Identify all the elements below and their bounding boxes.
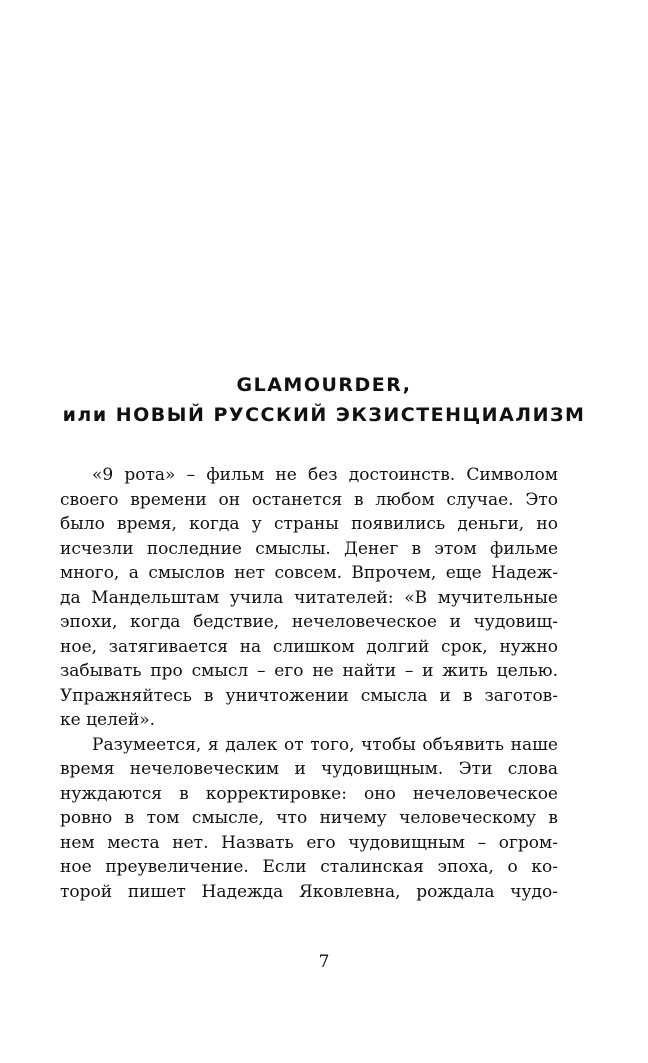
text-line: ровно в том смысле, что ничему человеческому в: [60, 808, 558, 828]
text-line: «9 рота» – фильм не без достоинств. Символом: [92, 465, 558, 485]
text-line: нуждаются в корректировке: оно нечеловеческое: [60, 783, 558, 804]
text-line: забывать про смысл – его не найти – и жить целью.: [60, 661, 558, 681]
text-line: Разумеется, я далек от того, чтобы объявить наше: [92, 734, 558, 755]
chapter-title: [60, 370, 588, 430]
text-line: торой пишет Надежда Яковлевна, рождала чудо-: [60, 881, 558, 902]
text-line: ное, затягивается на слишком долгий срок, нужно: [60, 636, 558, 657]
text-line: много, а смыслов нет совсем. Впрочем, еще Надеж-: [60, 563, 558, 583]
paragraph-2: [60, 733, 558, 905]
page-number: 7: [318, 952, 330, 972]
paragraph-1: [60, 463, 558, 733]
text-line: Упражняйтесь в уничтожении смысла и в заготов-: [60, 685, 558, 706]
text-line: эпохи, когда бедствие, нечеловеческое и чудовищ-: [60, 612, 558, 632]
text-line: нем места нет. Назвать его чудовищным – огром-: [60, 832, 558, 853]
text-line: своего времени он останется в любом случае. Это: [60, 489, 558, 510]
text-line: исчезли последние смыслы. Денег в этом фильме: [60, 538, 558, 559]
text-line: было время, когда у страны появились деньги, но: [60, 514, 558, 534]
chapter-title-line-2: или НОВЫЙ РУССКИЙ ЭКЗИСТЕНЦИАЛИЗМ: [62, 404, 586, 426]
text-line: да Мандельштам учила читателей: «В мучительные: [60, 587, 558, 608]
body-text: [60, 463, 558, 904]
text-line: время нечеловеческим и чудовищным. Эти слова: [60, 759, 558, 779]
text-line: ное преувеличение. Если сталинская эпоха, о ко-: [60, 857, 558, 877]
chapter-title-line-1: GLAMOURDER,: [236, 374, 412, 396]
text-line: ке целей».: [60, 710, 156, 730]
